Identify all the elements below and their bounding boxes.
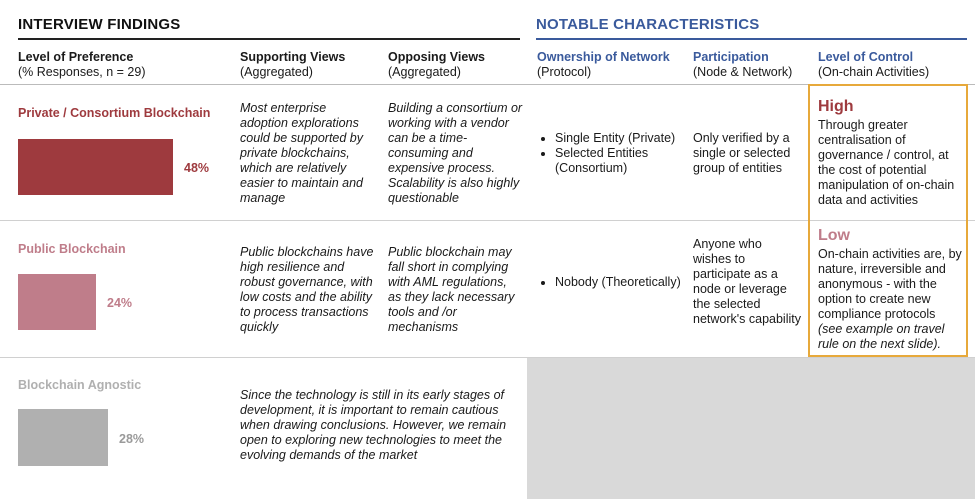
participation-public: Anyone who wishes to participate as a node or leverage the selected network's capability	[693, 237, 801, 326]
header-opposing-title: Opposing Views	[388, 50, 486, 64]
percent-agnostic: 28%	[119, 432, 145, 446]
header-opposing-sub: (Aggregated)	[388, 65, 461, 79]
combined-view-agnostic: Since the technology is still in its early stages of development, it is important to remain cautious when drawing conclusions. However, we remain open to exploring new technologies to meet the evolving demands of the market	[240, 388, 507, 462]
header-control-sub: (On-chain Activities)	[818, 65, 930, 79]
control-level-high: High	[818, 98, 854, 115]
control-desc-low-text: On-chain activities are, by nature, irreversible and anonymous - with the option to create new compliance protocols	[818, 247, 962, 321]
header-participation	[693, 50, 792, 80]
header-control-title: Level of Control	[818, 50, 914, 64]
supporting-public: Public blockchains have high resilience and robust governance, with low costs and the ability to process transactions quickly	[240, 245, 374, 334]
header-supporting	[240, 50, 345, 80]
control-level-low: Low	[818, 227, 850, 244]
control-note-low: (see example on travel rule on the next slide).	[818, 322, 945, 351]
bar-public	[18, 274, 96, 330]
header-control	[818, 50, 929, 80]
participation-private: Only verified by a single or selected group of entities	[693, 131, 791, 175]
opposing-private: Building a consortium or working with a vendor can be a time-consuming and expensive process. Scalability is also highly questionable	[388, 101, 523, 205]
header-supporting-title: Supporting Views	[240, 50, 346, 64]
category-private: Private / Consortium Blockchain	[18, 106, 211, 120]
category-public: Public Blockchain	[18, 242, 126, 256]
section-rule-right	[536, 38, 967, 40]
supporting-private: Most enterprise adoption explorations could be supported by private blockchains, which are relatively easier to maintain and manage	[240, 101, 364, 205]
header-ownership-sub: (Protocol)	[537, 65, 592, 79]
ownership-private	[537, 131, 687, 176]
section-rule-left	[18, 38, 520, 40]
header-preference-title: Level of Preference	[18, 50, 134, 64]
ownership-public	[537, 275, 687, 290]
header-ownership-title: Ownership of Network	[537, 50, 670, 64]
percent-public: 24%	[107, 296, 133, 310]
header-preference	[18, 50, 146, 80]
not-applicable-area	[527, 358, 975, 499]
bar-private	[18, 139, 173, 195]
section-title-notable-characteristics: NOTABLE CHARACTERISTICS	[536, 16, 760, 33]
header-participation-sub: (Node & Network)	[693, 65, 793, 79]
bar-agnostic	[18, 409, 108, 466]
section-title-interview-findings: INTERVIEW FINDINGS	[18, 16, 181, 33]
control-divider	[810, 220, 966, 221]
header-ownership	[537, 50, 670, 80]
ownership-private-item-1: • Single Entity (Private)	[555, 131, 687, 146]
control-desc-low	[818, 247, 962, 352]
header-opposing	[388, 50, 485, 80]
header-supporting-sub: (Aggregated)	[240, 65, 313, 79]
percent-private: 48%	[184, 161, 210, 175]
opposing-public: Public blockchain may fall short in complying with AML regulations, as they lack necessary tools and /or mechanisms	[388, 245, 515, 334]
control-desc-high: Through greater centralisation of governance / control, at the cost of potential manipulation of on-chain data and activities	[818, 118, 955, 207]
ownership-private-item-2: • Selected Entities (Consortium)	[555, 146, 687, 176]
header-preference-sub: (% Responses, n = 29)	[18, 65, 146, 79]
ownership-public-item-1: • Nobody (Theoretically)	[555, 275, 687, 290]
header-participation-title: Participation	[693, 50, 769, 64]
category-agnostic: Blockchain Agnostic	[18, 378, 142, 392]
